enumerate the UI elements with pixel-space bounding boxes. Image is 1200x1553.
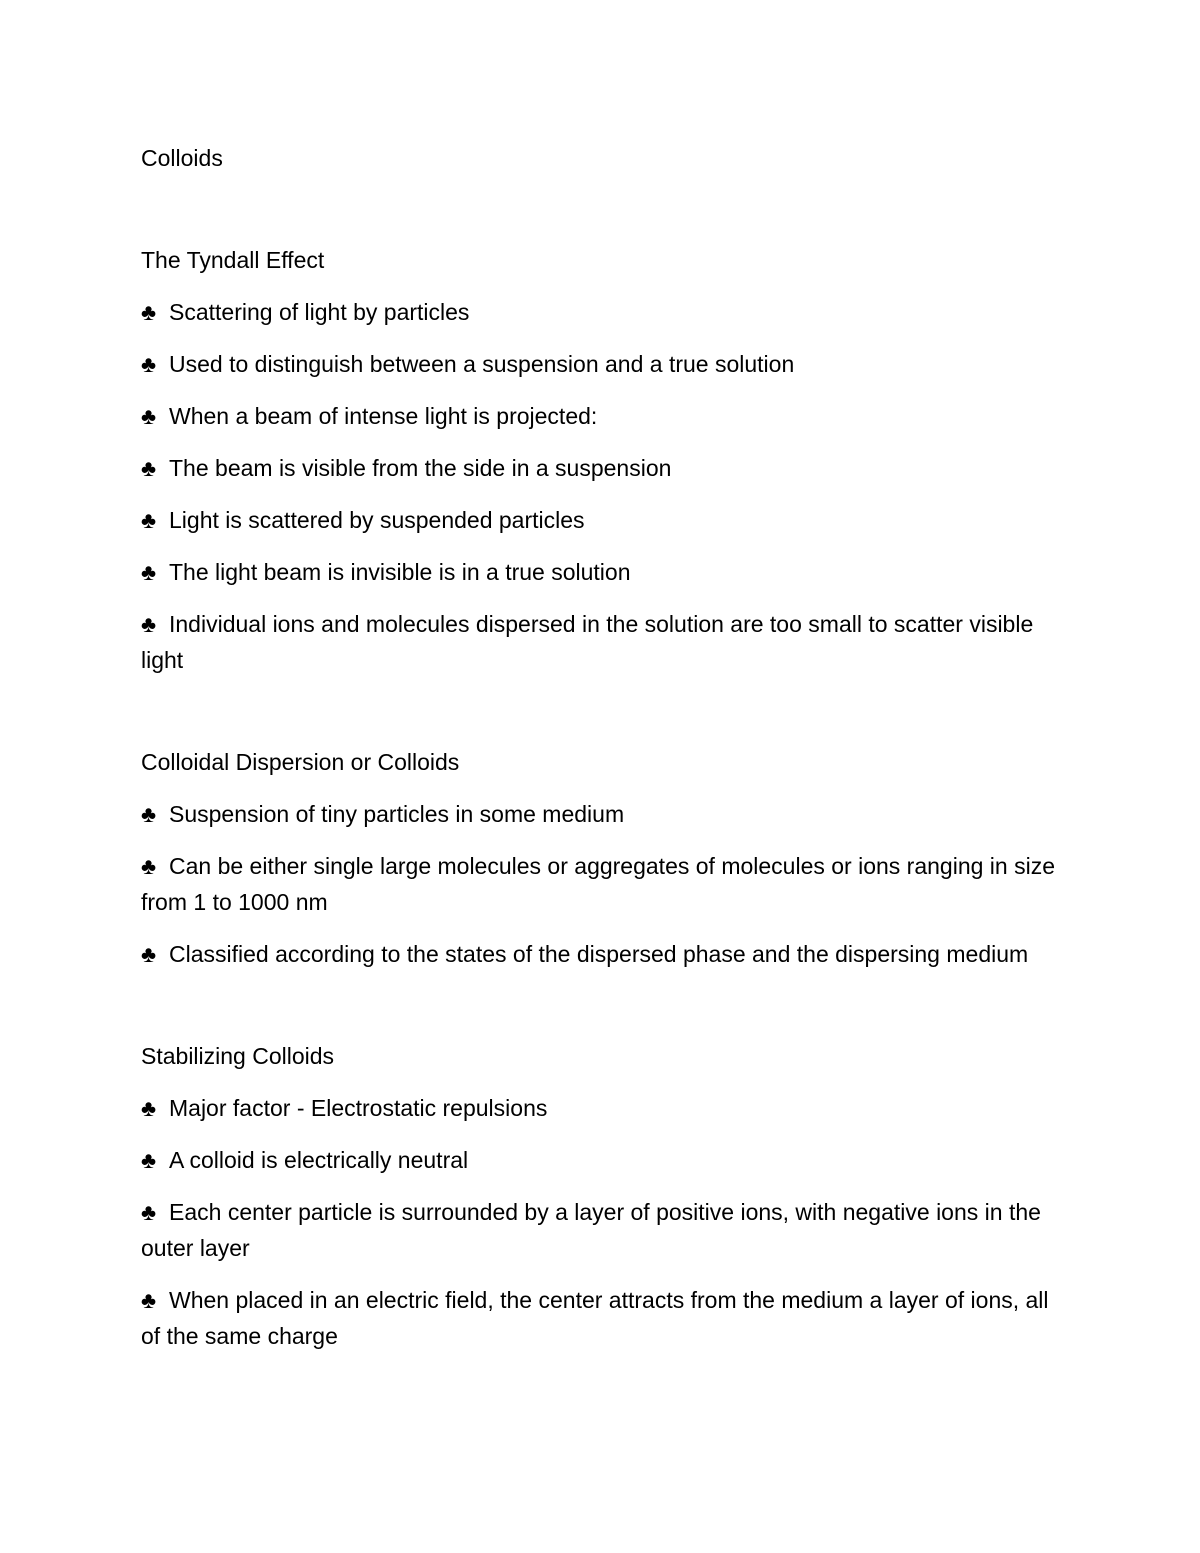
bullet-text: When placed in an electric field, the center attracts from the medium a layer of ions, all of the same charge — [141, 1287, 1049, 1349]
club-bullet-icon: ♣ — [141, 1199, 157, 1225]
bullet-item — [141, 450, 1061, 486]
club-bullet-icon: ♣ — [141, 941, 157, 967]
bullet-item — [141, 936, 1061, 972]
bullet-item — [141, 1282, 1061, 1354]
bullet-item — [141, 1194, 1061, 1266]
bullet-text: Classified according to the states of the dispersed phase and the dispersing medium — [169, 941, 1029, 967]
bullet-text: Suspension of tiny particles in some medium — [169, 801, 625, 827]
bullet-item — [141, 554, 1061, 590]
club-bullet-icon: ♣ — [141, 1287, 157, 1313]
section-heading: The Tyndall Effect — [141, 247, 325, 273]
bullet-text: Can be either single large molecules or aggregates of molecules or ions ranging in size from 1 to 1000 nm — [141, 853, 1055, 915]
bullet-item — [141, 1142, 1061, 1178]
bullet-text: Used to distinguish between a suspension and a true solution — [169, 351, 795, 377]
club-bullet-icon: ♣ — [141, 403, 157, 429]
bullet-text: When a beam of intense light is projected: — [169, 403, 598, 429]
section-heading: Colloidal Dispersion or Colloids — [141, 749, 460, 775]
bullet-item — [141, 294, 1061, 330]
bullet-text: Major factor - Electrostatic repulsions — [169, 1095, 548, 1121]
club-bullet-icon: ♣ — [141, 351, 157, 377]
bullet-item — [141, 606, 1061, 678]
bullet-item — [141, 398, 1061, 434]
club-bullet-icon: ♣ — [141, 455, 157, 481]
bullet-text: Individual ions and molecules dispersed in the solution are too small to scatter visible light — [141, 611, 1034, 673]
bullet-item — [141, 796, 1061, 832]
section-colloidal-dispersion — [141, 744, 1061, 972]
document-title: Colloids — [141, 145, 223, 171]
section-heading: Stabilizing Colloids — [141, 1043, 335, 1069]
club-bullet-icon: ♣ — [141, 299, 157, 325]
club-bullet-icon: ♣ — [141, 611, 157, 637]
club-bullet-icon: ♣ — [141, 507, 157, 533]
bullet-text: The beam is visible from the side in a suspension — [169, 455, 672, 481]
bullet-text: Scattering of light by particles — [169, 299, 470, 325]
bullet-text: Each center particle is surrounded by a layer of positive ions, with negative ions in the outer layer — [141, 1199, 1041, 1261]
bullet-item — [141, 1090, 1061, 1126]
section-stabilizing-colloids — [141, 1038, 1061, 1354]
bullet-item — [141, 848, 1061, 920]
club-bullet-icon: ♣ — [141, 559, 157, 585]
bullet-text: Light is scattered by suspended particles — [169, 507, 585, 533]
club-bullet-icon: ♣ — [141, 853, 157, 879]
section-tyndall-effect — [141, 242, 1061, 678]
club-bullet-icon: ♣ — [141, 801, 157, 827]
bullet-item — [141, 502, 1061, 538]
document-body — [141, 140, 1061, 1354]
club-bullet-icon: ♣ — [141, 1095, 157, 1121]
club-bullet-icon: ♣ — [141, 1147, 157, 1173]
bullet-text: The light beam is invisible is in a true solution — [169, 559, 631, 585]
bullet-text: A colloid is electrically neutral — [169, 1147, 469, 1173]
bullet-item — [141, 346, 1061, 382]
